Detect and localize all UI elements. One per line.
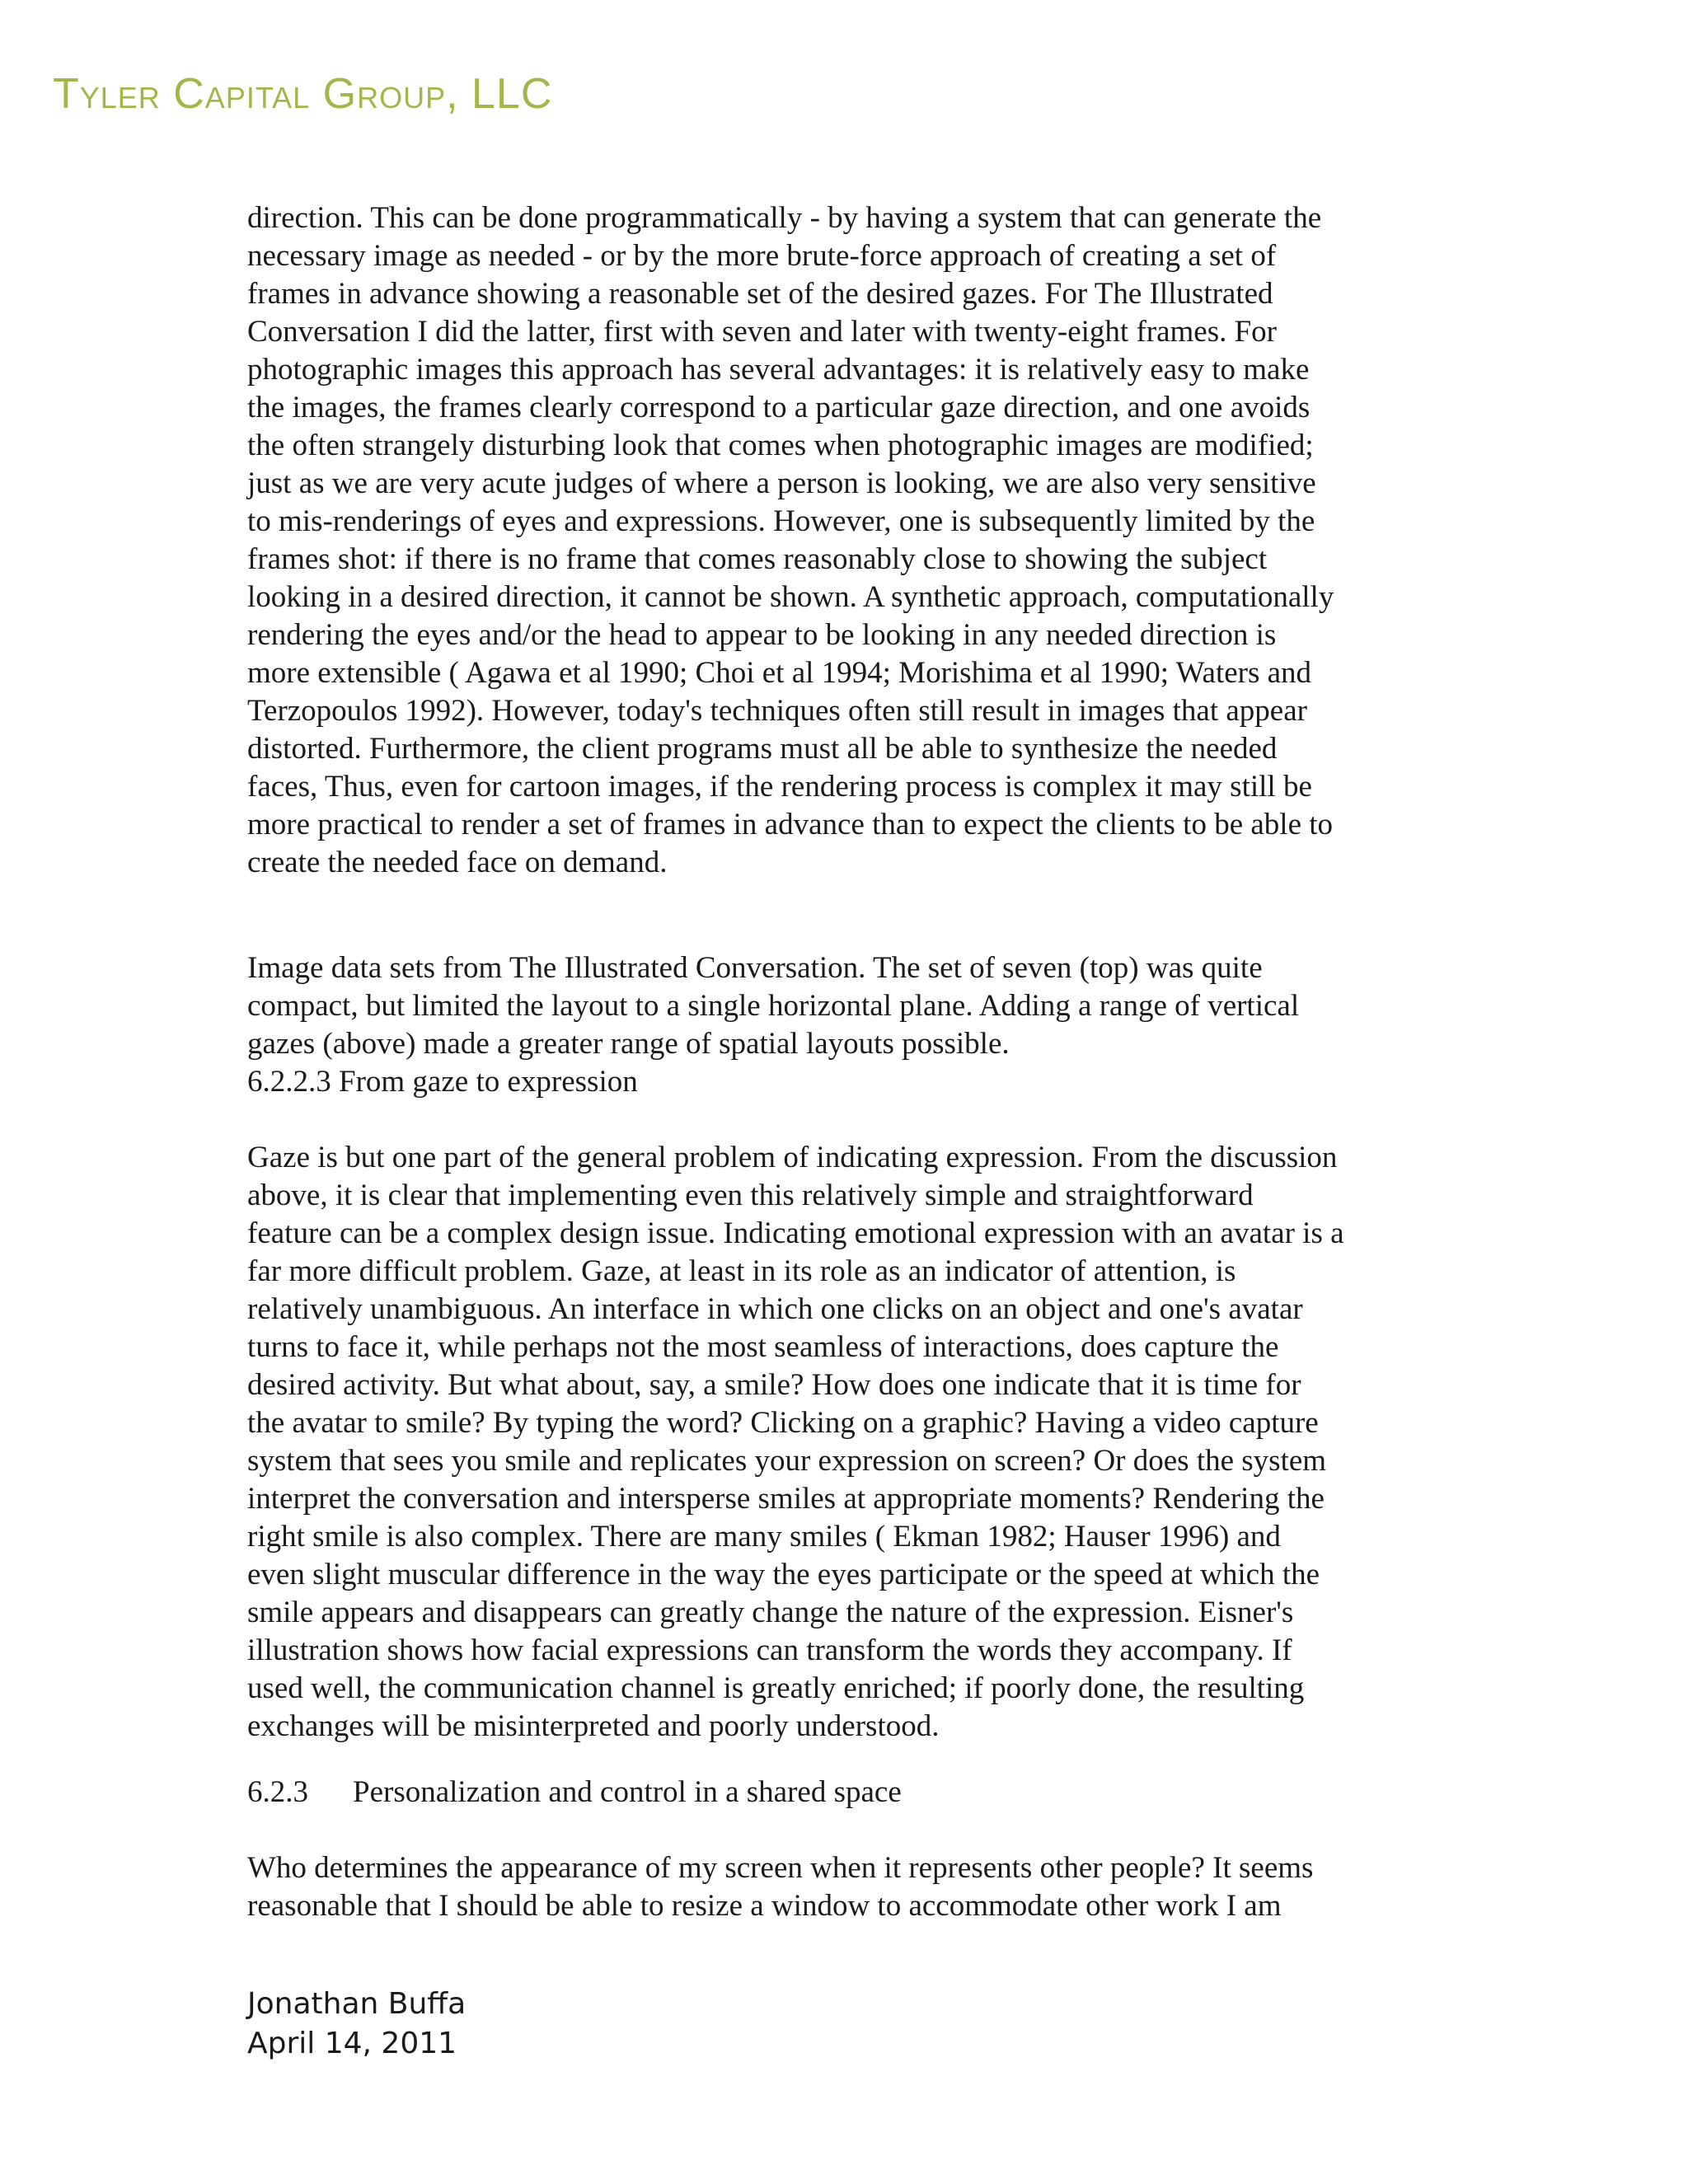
text-line: just as we are very acute judges of where a person is looking, we are also very sensitive [247,466,1316,500]
text-line: the often strangely disturbing look that comes when photographic images are modified; [247,429,1314,462]
section-title: Personalization and control in a shared space [353,1775,902,1809]
text-line: rendering the eyes and/or the head to appear to be looking in any needed direction is [247,618,1277,652]
text-line: Conversation I did the latter, first with seven and later with twenty-eight frames. For [247,315,1278,349]
text-line: desired activity. But what about, say, a smile? How does one indicate that it is time for [247,1368,1301,1402]
text-line: looking in a desired direction, it cannot be shown. A synthetic approach, computationally [247,580,1334,614]
body-paragraph-2 [247,1139,1451,1746]
author-name: Jonathan Buffa [247,1987,467,2021]
text-line: the avatar to smile? By typing the word? Clicking on a graphic? Having a video capture [247,1406,1319,1440]
text-line: photographic images this approach has several advantages: it is relatively easy to make [247,353,1310,387]
caption-line: Image data sets from The Illustrated Conversation. The set of seven (top) was quite [247,951,1263,985]
text-line: above, it is clear that implementing even this relatively simple and straightforward [247,1179,1254,1212]
text-line: necessary image as needed - or by the more brute-force approach of creating a set of [247,239,1277,273]
text-line: even slight muscular difference in the way the eyes participate or the speed at which the [247,1558,1320,1591]
text-line: smile appears and disappears can greatly change the nature of the expression. Eisner's [247,1596,1294,1629]
text-line: reasonable that I should be able to resize a window to accommodate other work I am [247,1889,1282,1923]
body-paragraph-1 [247,199,1451,882]
subsection-heading: 6.2.2.3 From gaze to expression [247,1065,638,1099]
text-line: interpret the conversation and intersperse smiles at appropriate moments? Rendering the [247,1482,1325,1516]
text-line: to mis-renderings of eyes and expressions. However, one is subsequently limited by the [247,504,1315,538]
text-line: Terzopoulos 1992). However, today's techniques often still result in images that appear [247,694,1307,728]
caption-line: gazes (above) made a greater range of spatial layouts possible. [247,1027,1010,1061]
text-line: frames shot: if there is no frame that comes reasonably close to showing the subject [247,542,1268,576]
figure-caption [247,949,1451,1101]
document-date: April 14, 2011 [247,2027,457,2060]
section-number: 6.2.3 [247,1775,308,1809]
text-line: right smile is also complex. There are many smiles ( Ekman 1982; Hauser 1996) and [247,1520,1281,1554]
text-line: used well, the communication channel is greatly enriched; if poorly done, the resulting [247,1671,1305,1705]
text-line: feature can be a complex design issue. Indicating emotional expression with an avatar is a [247,1216,1344,1250]
caption-line: compact, but limited the layout to a single horizontal plane. Adding a range of vertical [247,989,1300,1023]
text-line: create the needed face on demand. [247,846,668,879]
text-line: relatively unambiguous. An interface in which one clicks on an object and one's avatar [247,1292,1303,1326]
body-paragraph-3 [247,1849,1451,1925]
text-line: more practical to render a set of frames in advance than to expect the clients to be able to [247,808,1334,841]
text-line: frames in advance showing a reasonable set of the desired gazes. For The Illustrated [247,277,1273,311]
text-line: the images, the frames clearly correspond to a particular gaze direction, and one avoids [247,391,1311,424]
document-footer [247,1985,466,2064]
text-line: Who determines the appearance of my screen when it represents other people? It seems [247,1851,1314,1885]
text-line: faces, Thus, even for cartoon images, if the rendering process is complex it may still be [247,770,1312,804]
section-heading [247,1774,1451,1811]
text-line: Gaze is but one part of the general problem of indicating expression. From the discussion [247,1141,1338,1174]
text-line: illustration shows how facial expressions can transform the words they accompany. If [247,1633,1292,1667]
text-line: more extensible ( Agawa et al 1990; Choi et al 1994; Morishima et al 1990; Waters and [247,656,1312,690]
text-line: turns to face it, while perhaps not the most seamless of interactions, does capture the [247,1330,1279,1364]
text-line: distorted. Furthermore, the client programs must all be able to synthesize the needed [247,732,1278,766]
company-header: Tyler Capital Group, LLC [53,70,553,118]
text-line: system that sees you smile and replicates your expression on screen? Or does the system [247,1444,1327,1478]
text-line: far more difficult problem. Gaze, at least in its role as an indicator of attention, is [247,1254,1236,1288]
text-line: exchanges will be misinterpreted and poorly understood. [247,1709,940,1743]
text-line: direction. This can be done programmatically - by having a system that can generate the [247,201,1322,235]
